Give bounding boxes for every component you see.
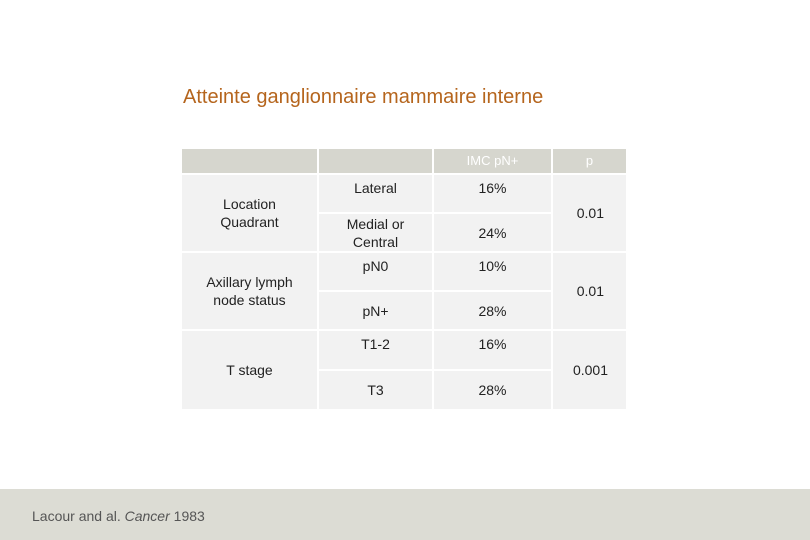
group-label-tstage: T stage <box>182 331 317 409</box>
value-t3: 28% <box>434 371 551 409</box>
citation <box>32 508 205 524</box>
p-value-axillary: 0.01 <box>553 253 626 329</box>
p-value-tstage: 0.001 <box>553 331 626 409</box>
header-imc: IMC pN+ <box>434 149 551 173</box>
citation-journal: Cancer <box>124 508 170 524</box>
slide-title: Atteinte ganglionnaire mammaire interne <box>183 86 544 108</box>
value-t12: 16% <box>434 331 551 369</box>
sub-label-pn0: pN0 <box>319 253 432 290</box>
sub-label-medial: Medial or Central <box>319 214 432 251</box>
citation-year: 1983 <box>173 508 205 524</box>
value-lateral: 16% <box>434 175 551 212</box>
sub-label-lateral: Lateral <box>319 175 432 212</box>
group-label-location: Location Quadrant <box>182 175 317 251</box>
header-blank-1 <box>182 149 317 173</box>
sub-label-t12: T1-2 <box>319 331 432 369</box>
citation-authors: Lacour and al. <box>32 508 121 524</box>
group-label-axillary: Axillary lymph node status <box>182 253 317 329</box>
value-pnplus: 28% <box>434 292 551 329</box>
sub-label-t3: T3 <box>319 371 432 409</box>
value-pn0: 10% <box>434 253 551 290</box>
header-p: p <box>553 149 626 173</box>
sub-label-pnplus: pN+ <box>319 292 432 329</box>
p-value-location: 0.01 <box>553 175 626 251</box>
header-blank-2 <box>319 149 432 173</box>
results-table <box>182 149 626 409</box>
value-medial: 24% <box>434 214 551 251</box>
